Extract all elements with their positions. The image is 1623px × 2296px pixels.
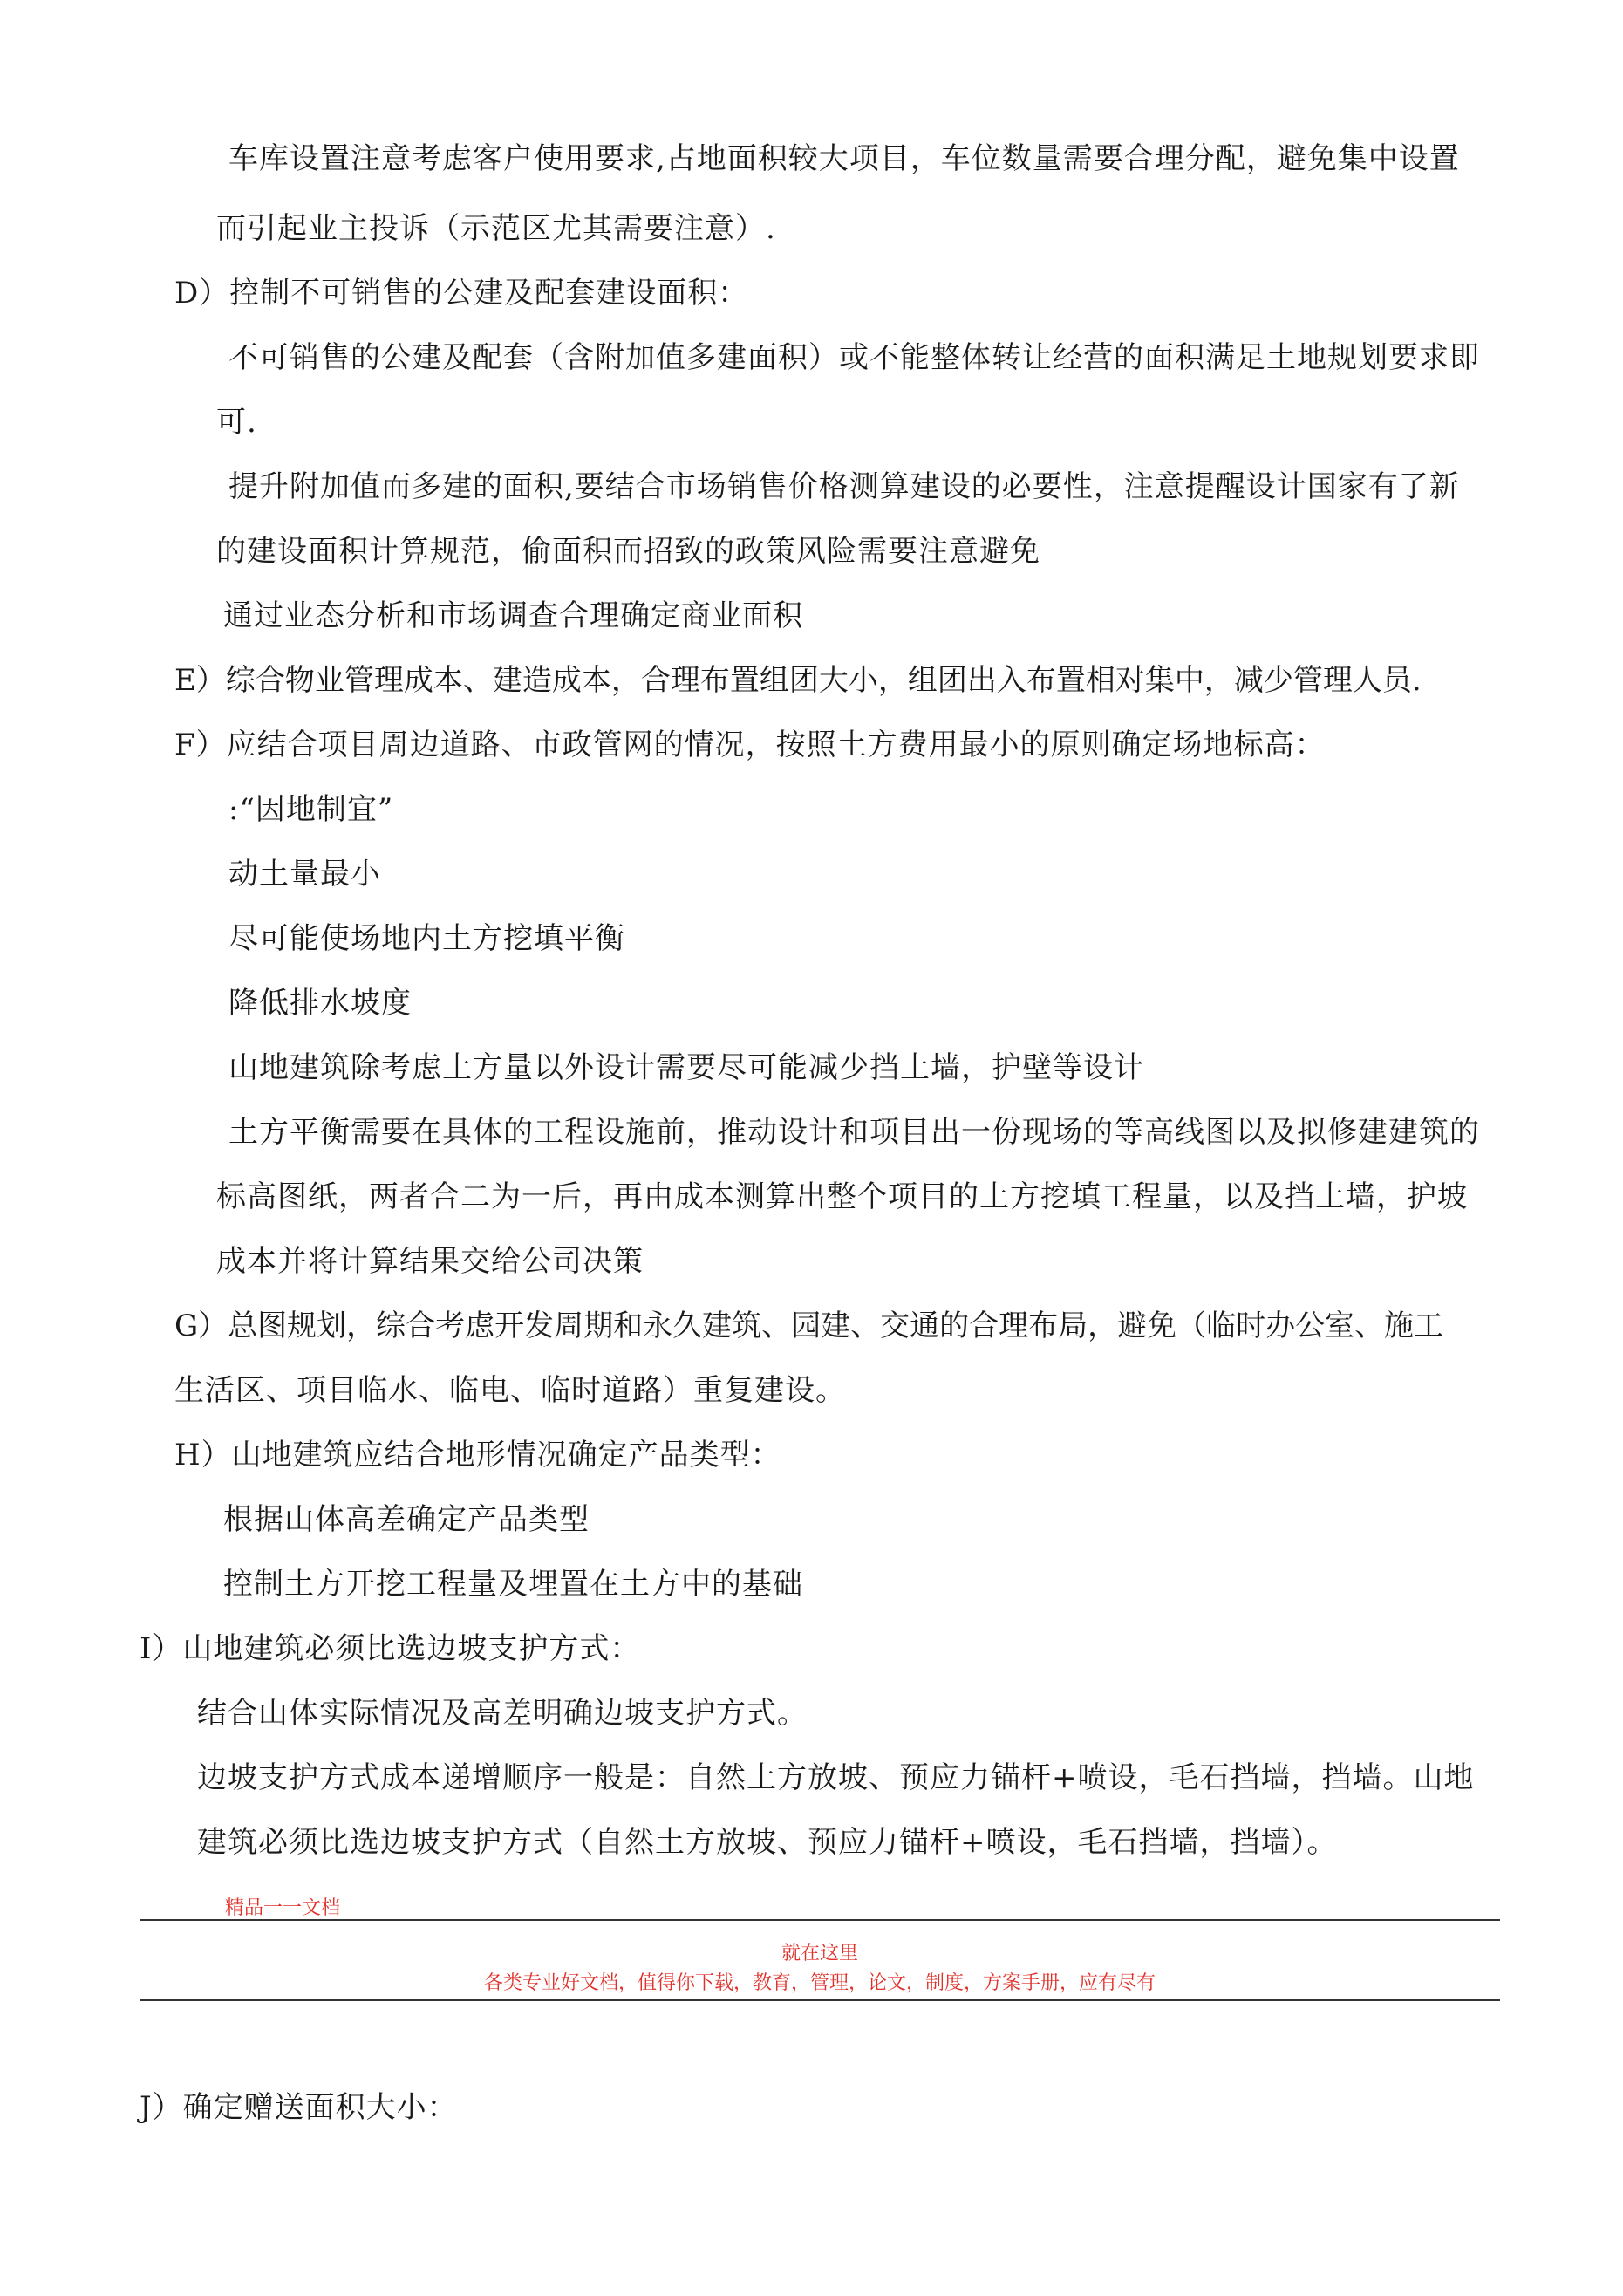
paragraph-line: 土方平衡需要在具体的工程设施前，推动设计和项目出一份现场的等高线图以及拟修建建筑的 [228, 1115, 1480, 1150]
list-item: 降低排水坡度 [228, 986, 412, 1021]
list-item: 山地建筑除考虑土方量以外设计需要尽可能减少挡土墙，护壁等设计 [228, 1050, 1144, 1085]
footer-description: 各类专业好文档，值得你下载，教育，管理，论文，制度，方案手册，应有尽有 [483, 1972, 1156, 1994]
paragraph-line: 提升附加值而多建的面积,要结合市场销售价格测算建设的必要性，注意提醒设计国家有了新 [228, 469, 1460, 504]
paragraph-line: 边坡支护方式成本递增顺序一般是：自然土方放坡、预应力锚杆+喷设，毛石挡墙，挡墙。山地 [197, 1760, 1475, 1795]
paragraph-line: 不可销售的公建及配套（含附加值多建面积）或不能整体转让经营的面积满足土地规划要求即 [228, 340, 1480, 375]
list-item: 动土量最小 [228, 857, 381, 892]
section-heading-f: F）应结合项目周边道路、市政管网的情况，按照土方费用最小的原则确定场地标高： [174, 728, 1326, 762]
paragraph-line: 结合山体实际情况及高差明确边坡支护方式。 [197, 1696, 808, 1731]
paragraph-line: 通过业态分析和市场调查合理确定商业面积 [223, 598, 803, 633]
paragraph-line: 标高图纸，两者合二为一后，再由成本测算出整个项目的土方挖填工程量，以及挡土墙，护坡 [216, 1179, 1468, 1214]
list-item: 尽可能使场地内土方挖填平衡 [228, 921, 625, 956]
paragraph-line: 生活区、项目临水、临电、临时道路）重复建设。 [174, 1373, 846, 1408]
paragraph-line: 而引起业主投诉（示范区尤其需要注意）. [216, 211, 776, 246]
section-heading-j: J）确定赠送面积大小： [140, 2090, 458, 2125]
section-heading-i: I）山地建筑必须比选边坡支护方式： [140, 1631, 641, 1666]
paragraph-line: 成本并将计算结果交给公司决策 [216, 1244, 644, 1279]
paragraph-line: 的建设面积计算规范，偷面积而招致的政策风险需要注意避免 [216, 534, 1040, 569]
footer-divider-top [140, 1919, 1500, 1921]
section-heading-h: H）山地建筑应结合地形情况确定产品类型： [174, 1438, 781, 1473]
paragraph-line: 可. [216, 405, 257, 440]
section-heading-d: D）控制不可销售的公建及配套建设面积： [174, 276, 749, 311]
list-item: :“因地制宜” [228, 792, 394, 827]
section-heading-e: E）综合物业管理成本、建造成本，合理布置组团大小，组团出入布置相对集中，减少管理人员. [174, 663, 1422, 698]
footer-tagline: 就在这里 [781, 1943, 858, 1965]
footer-brand-label: 精品一一文档 [225, 1897, 341, 1919]
list-item: 根据山体高差确定产品类型 [223, 1502, 590, 1537]
list-item: 控制土方开挖工程量及埋置在土方中的基础 [223, 1567, 803, 1602]
section-heading-g: G）总图规划，综合考虑开发周期和永久建筑、园建、交通的合理布局，避免（临时办公室、施工 [174, 1309, 1444, 1343]
footer-divider-bottom [140, 1999, 1500, 2001]
paragraph-line: 建筑必须比选边坡支护方式（自然土方放坡、预应力锚杆+喷设，毛石挡墙，挡墙）。 [197, 1825, 1338, 1860]
paragraph-line: 车库设置注意考虑客户使用要求,占地面积较大项目，车位数量需要合理分配，避免集中设置 [228, 141, 1460, 176]
